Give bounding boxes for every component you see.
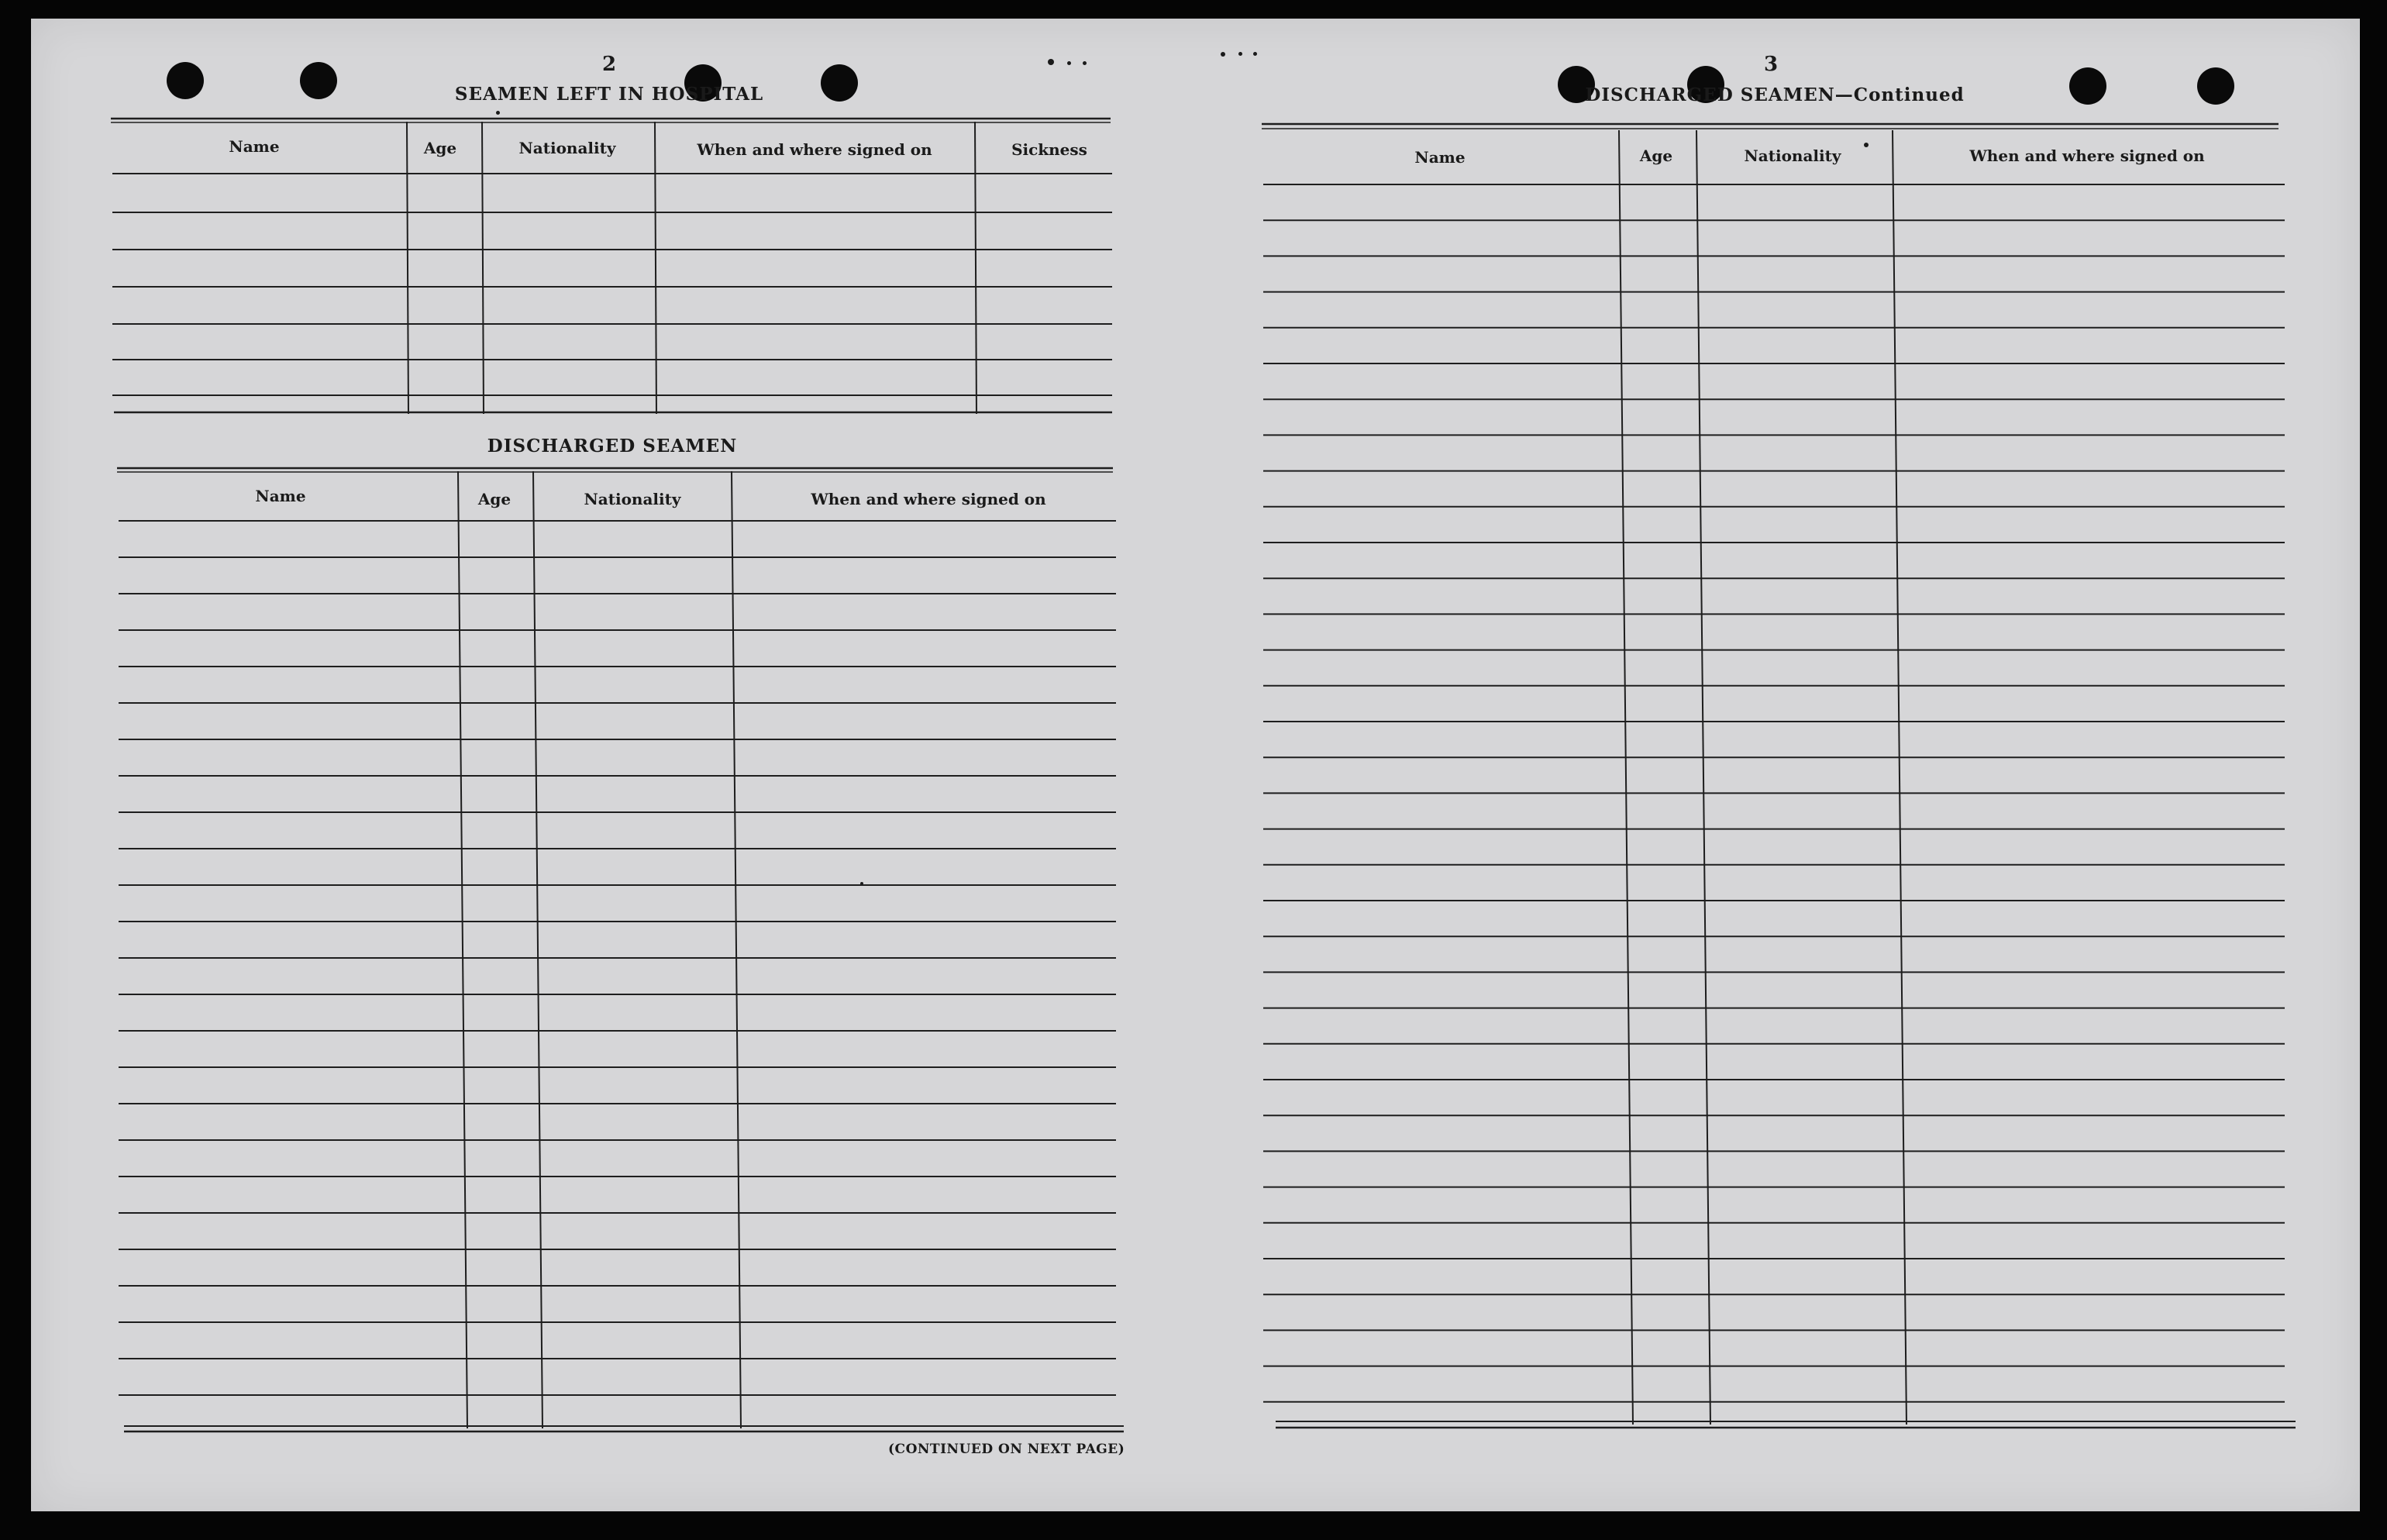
discharged-section-title: DISCHARGED SEAMEN	[487, 436, 738, 456]
continued-footer: (CONTINUED ON NEXT PAGE)	[888, 1442, 1125, 1457]
table-column-rule	[975, 122, 976, 414]
hospital-col-name: Name	[229, 137, 280, 156]
continued-col-name: Name	[1414, 148, 1466, 167]
hospital-col-signed-on: When and where signed on	[697, 140, 932, 159]
table-column-rule	[655, 122, 656, 414]
table-column-rule	[482, 122, 484, 414]
hospital-col-age: Age	[423, 139, 457, 157]
table-column-rule	[1893, 130, 1906, 1425]
table-column-rule	[1696, 130, 1710, 1425]
hospital-col-sickness: Sickness	[1011, 140, 1087, 159]
continued-col-signed-on: When and where signed on	[1969, 146, 2205, 165]
left-page-number: 2	[601, 53, 617, 76]
discharged-col-signed-on: When and where signed on	[811, 490, 1046, 508]
table-column-rule	[407, 122, 408, 414]
discharged-col-name: Name	[255, 487, 306, 505]
discharged-col-nationality: Nationality	[584, 490, 681, 508]
table-column-rule	[533, 471, 542, 1428]
continued-col-age: Age	[1639, 146, 1673, 165]
table-column-rule	[732, 471, 741, 1428]
discharged-continued-title: DISCHARGED SEAMEN—Continued	[1585, 84, 1965, 105]
table-column-rule	[1619, 130, 1633, 1425]
right-page-number: 3	[1763, 53, 1779, 76]
hospital-col-nationality: Nationality	[518, 139, 616, 157]
hospital-section-title: SEAMEN LEFT IN HOSPITAL	[454, 84, 764, 105]
table-column-rule	[458, 471, 467, 1428]
continued-col-nationality: Nationality	[1744, 146, 1841, 165]
discharged-col-age: Age	[477, 490, 512, 508]
